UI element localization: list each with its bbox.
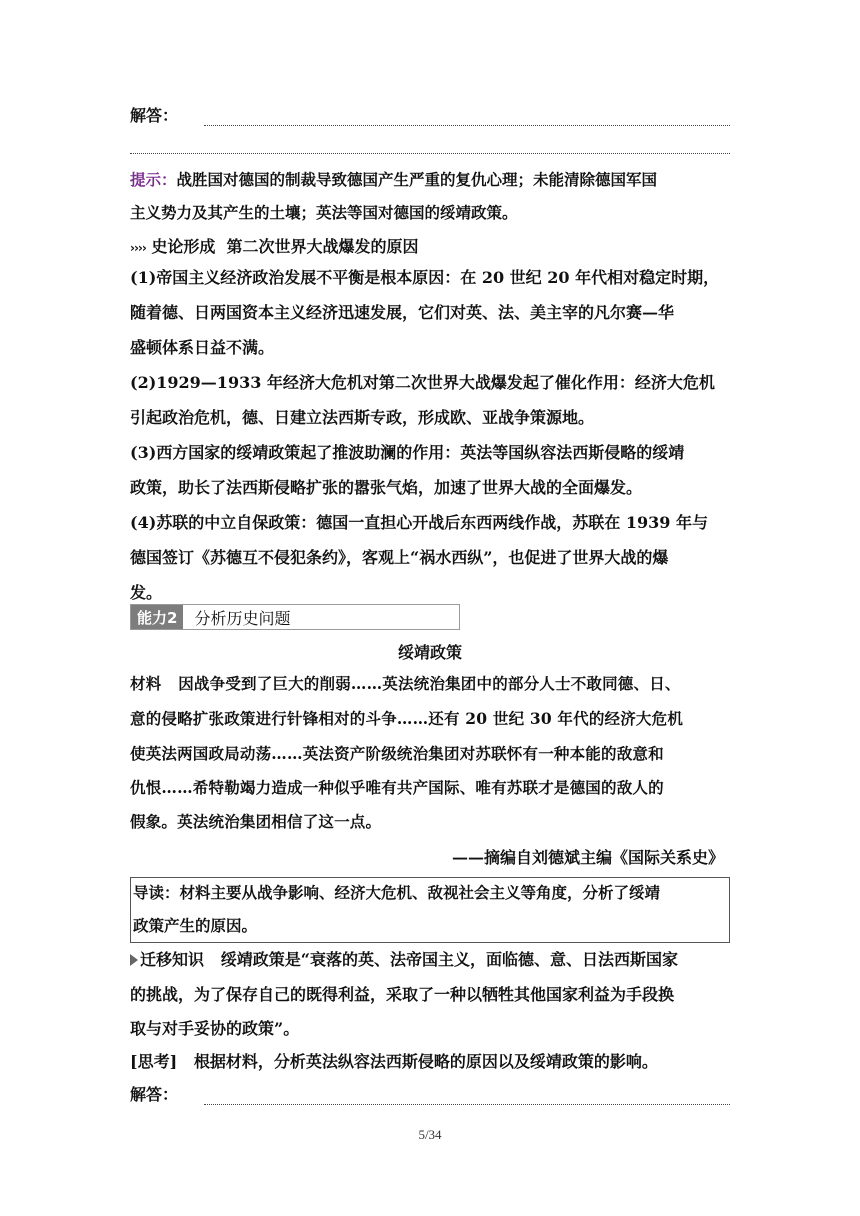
think-line: [思考] 根据材料，分析英法纵容法西斯侵略的原因以及绥靖政策的影响。 <box>130 1052 658 1071</box>
transfer-label: 迁移知识 <box>140 950 205 969</box>
material-source: ——摘编自刘德斌主编《国际关系史》 <box>451 848 724 867</box>
answer-row-2 <box>130 1085 730 1105</box>
answer-label-2: 解答： <box>130 1085 179 1104</box>
ability-tag: 能力2 <box>131 605 183 629</box>
material-line-4: 仇恨……希特勒竭力造成一种似乎唯有共产国际、唯有苏联才是德国的敌人的 <box>130 778 664 797</box>
material-line-2: 意的侵略扩张政策进行针锋相对的斗争……还有 20 世纪 30 年代的经济大危机 <box>130 709 684 728</box>
point-4-line-2: 德国签订《苏德互不侵犯条约》，客观上“祸水西纵”，也促进了世界大战的爆 <box>130 548 669 567</box>
material-title: 绥靖政策 <box>397 643 462 662</box>
material-line-1: 材料 因战争受到了巨大的削弱……英法统治集团中的部分人士不敢同德、日、 <box>130 674 681 693</box>
hint-line-2: 主义势力及其产生的土壤；英法等国对德国的绥靖政策。 <box>130 203 518 222</box>
triangle-marker-icon <box>130 954 138 966</box>
transfer-line-2: 的挑战，为了保存自己的既得利益，采取了一种以牺牲其他国家利益为手段换 <box>130 985 675 1004</box>
chevrons-icon: ›››› <box>130 241 146 255</box>
material-line-5: 假象。英法统治集团相信了这一点。 <box>130 812 382 831</box>
ability-title: 分析历史问题 <box>183 605 290 629</box>
point-3-line-2: 政策，助长了法西斯侵略扩张的嚣张气焰，加速了世界大战的全面爆发。 <box>130 478 643 497</box>
point-2-line-2: 引起政治危机，德、日建立法西斯专政，形成欧、亚战争策源地。 <box>130 408 595 427</box>
material-label: 材料 <box>130 674 162 693</box>
answer-blank-line-2[interactable] <box>130 153 730 154</box>
hint-label: 提示： <box>130 170 177 189</box>
answer-label: 解答： <box>130 106 179 125</box>
point-1-line-3: 盛顿体系日益不满。 <box>130 338 275 357</box>
page-number: 5/34 <box>418 1127 442 1142</box>
guide-line-2: 政策产生的原因。 <box>133 916 258 935</box>
answer-blank-line-3[interactable] <box>204 1092 730 1105</box>
transfer-line-3: 取与对手妥协的政策”。 <box>130 1019 300 1038</box>
guide-line-1: 导读：材料主要从战争影响、经济大危机、敌视社会主义等角度，分析了绥靖 <box>133 883 661 902</box>
section-title: 第二次世界大战爆发的原因 <box>226 237 419 256</box>
point-3-line-1: (3)西方国家的绥靖政策起了推波助澜的作用：英法等国纵容法西斯侵略的绥靖 <box>130 443 685 462</box>
point-2-line-1: (2)1929—1933 年经济大危机对第二次世界大战爆发起了催化作用：经济大危机 <box>130 373 715 392</box>
document-page <box>130 0 730 1216</box>
hint-line-1: 提示：战胜国对德国的制裁导致德国产生严重的复仇心理；未能清除德国军国 <box>130 170 658 189</box>
section-heading <box>130 237 730 258</box>
answer-row-1 <box>130 106 730 126</box>
section-label: 史论形成 <box>151 237 216 256</box>
point-4-line-3: 发。 <box>130 583 163 602</box>
guide-box <box>130 877 730 943</box>
answer-blank-line[interactable] <box>204 113 730 126</box>
point-1-line-1: (1)帝国主义经济政治发展不平衡是根本原因：在 20 世纪 20 年代相对稳定时期， <box>130 268 720 287</box>
think-label: [思考] <box>130 1052 178 1071</box>
transfer-line-1: 迁移知识 绥靖政策是“衰落的英、法帝国主义，面临德、意、日法西斯国家 <box>130 950 730 970</box>
material-line-3: 使英法两国政局动荡……英法资产阶级统治集团对苏联怀有一种本能的敌意和 <box>130 744 664 763</box>
point-4-line-1: (4)苏联的中立自保政策：德国一直担心开战后东西两线作战，苏联在 1939 年与 <box>130 513 708 532</box>
point-1-line-2: 随着德、日两国资本主义经济迅速发展，它们对英、法、美主宰的凡尔赛—华 <box>130 303 675 322</box>
ability-banner <box>130 604 460 630</box>
